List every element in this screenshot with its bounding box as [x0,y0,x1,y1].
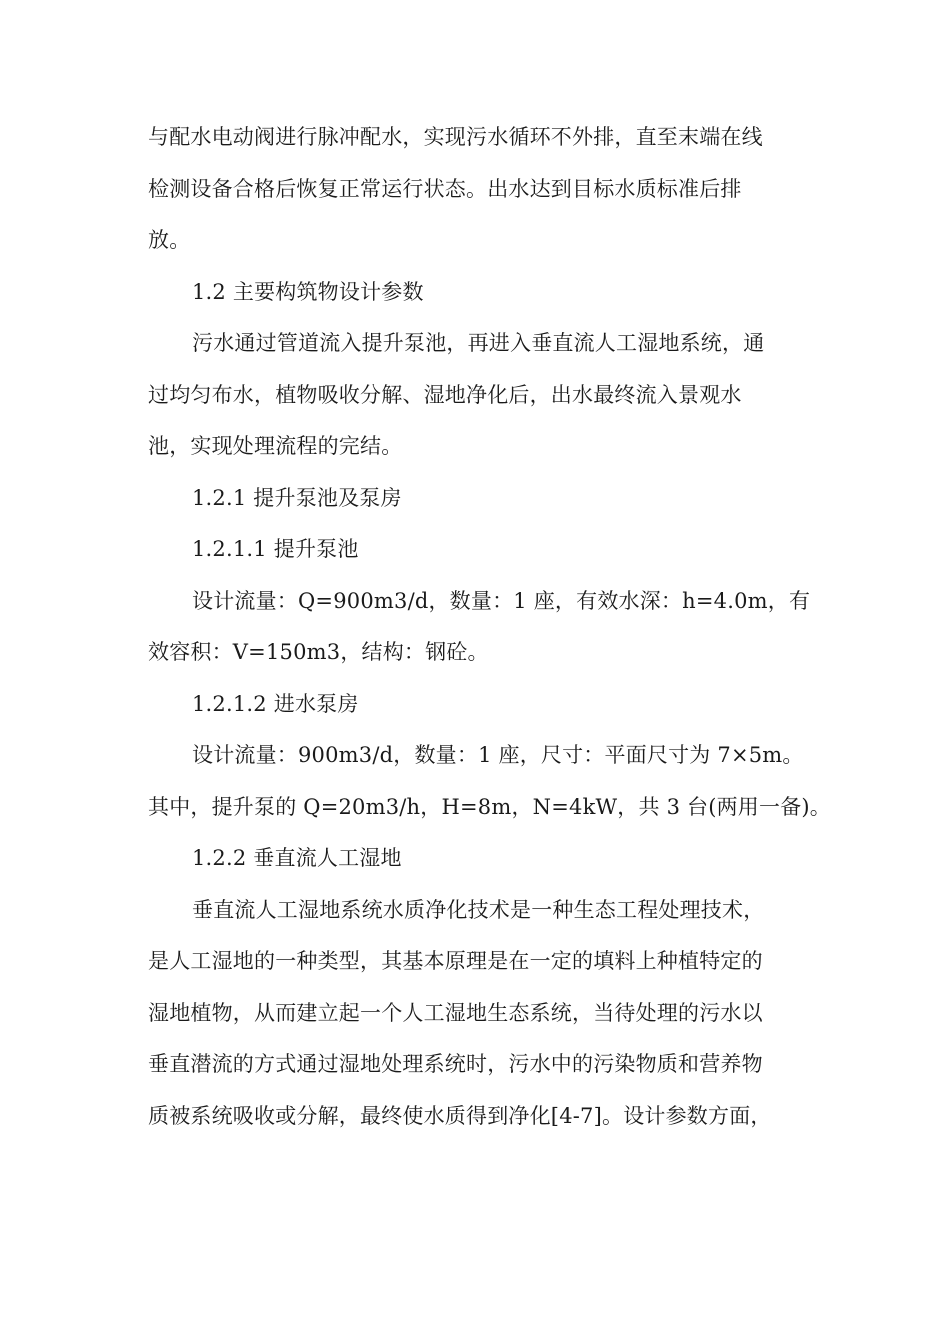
text-line: 检测设备合格后恢复正常运行状态。出水达到目标水质标准后排 [148,176,742,201]
section-heading: 1.2.1.1 提升泵池 [192,537,359,561]
text-line: 设计流量：Q=900m3/d，数量：1 座，有效水深：h=4.0m，有 [192,588,811,613]
document-page [148,112,832,1142]
text-line: 设计流量：900m3/d，数量：1 座，尺寸：平面尺寸为 7×5m。 [192,743,804,767]
text-line: 其中，提升泵的 Q=20m3/h，H=8m，N=4kW，共 3 台(两用一备)。 [148,794,832,819]
text-line: 池，实现处理流程的完结。 [148,434,403,458]
section-heading: 1.2.2 垂直流人工湿地 [192,846,402,870]
text-line: 是人工湿地的一种类型，其基本原理是在一定的填料上种植特定的 [148,949,763,973]
text-line: 过均匀布水，植物吸收分解、湿地净化后，出水最终流入景观水 [148,382,742,407]
text-line: 湿地植物，从而建立起一个人工湿地生态系统，当待处理的污水以 [148,1000,763,1025]
text-line: 污水通过管道流入提升泵池，再进入垂直流人工湿地系统，通 [192,331,765,355]
text-line: 与配水电动阀进行脉冲配水，实现污水循环不外排，直至末端在线 [148,125,763,149]
section-heading: 1.2.1 提升泵池及泵房 [192,485,402,510]
text-line: 质被系统吸收或分解，最终使水质得到净化[4-7]。设计参数方面， [148,1103,772,1128]
section-heading: 1.2 主要构筑物设计参数 [192,279,424,304]
text-line: 垂直流人工湿地系统水质净化技术是一种生态工程处理技术， [192,897,765,922]
text-line: 放。 [148,228,191,252]
text-line: 效容积：V=150m3，结构：钢砼。 [148,640,489,664]
text-line: 垂直潜流的方式通过湿地处理系统时，污水中的污染物质和营养物 [148,1052,763,1076]
section-heading: 1.2.1.2 进水泵房 [192,691,359,716]
